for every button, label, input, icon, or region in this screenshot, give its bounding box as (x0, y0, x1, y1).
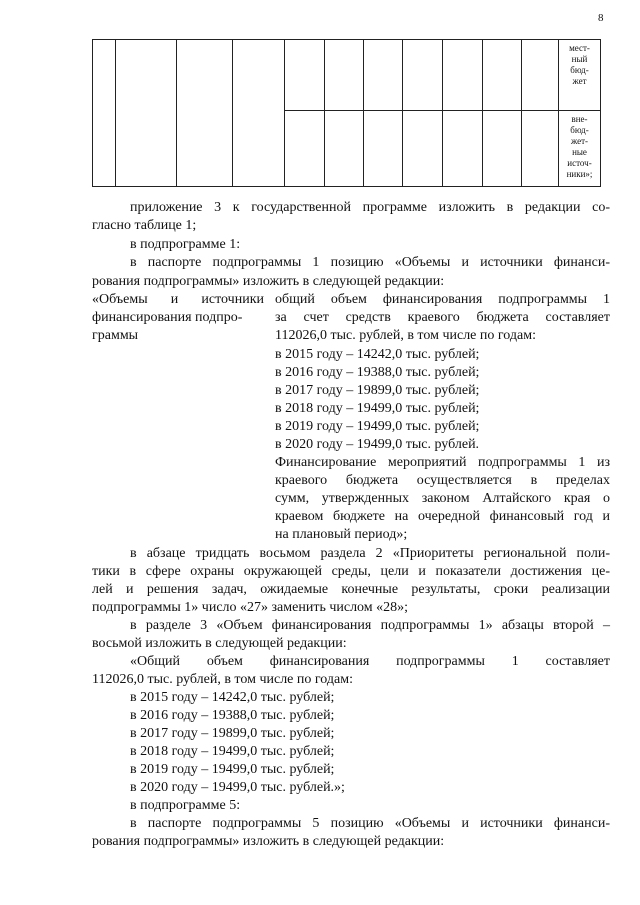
text-line: в подпрограмме 5: (130, 798, 241, 813)
text-line: «Общий объем финансирования подпрограммы 1 составляет (130, 654, 610, 669)
passport-value-line: краевого бюджета осуществляется в пределах (275, 473, 610, 488)
passport-label-line: граммы (92, 328, 139, 343)
table-cell (93, 40, 116, 187)
table-cell (364, 40, 403, 111)
text-line: в абзаце тридцать восьмом раздела 2 «Приоритеты региональной поли- (130, 546, 610, 561)
passport-year-line: в 2019 году – 19499,0 тыс. рублей; (275, 419, 480, 434)
passport-year-line: в 2015 году – 14242,0 тыс. рублей; (275, 347, 480, 362)
text-line: в подпрограмме 1: (130, 237, 241, 252)
table-cell (325, 111, 364, 187)
table-cell (403, 40, 443, 111)
table-cell (116, 40, 177, 187)
passport-value-line: Финансирование мероприятий подпрограммы 1 из (275, 455, 610, 470)
table-cell (483, 111, 522, 187)
table-cell (522, 111, 559, 187)
table-cell (364, 111, 403, 187)
passport-year-line: в 2016 году – 19388,0 тыс. рублей; (275, 365, 480, 380)
year-line: в 2015 году – 14242,0 тыс. рублей; (130, 690, 335, 705)
table-cell (233, 40, 285, 187)
table-cell (325, 40, 364, 111)
passport-value-line: за счет средств краевого бюджета составляет (275, 310, 610, 325)
page-number: 8 (598, 12, 604, 24)
passport-label-line: финансирования подпро- (92, 310, 243, 325)
table-note-extrabudget-sources: вне- бюд- жет- ные источ- ники»; (559, 111, 601, 187)
table-cell (403, 111, 443, 187)
table-cell (443, 111, 483, 187)
table-note-local-budget: мест- ный бюд- жет (559, 40, 601, 111)
passport-value-line: краевом бюджете на очередной финансовый год и (275, 509, 610, 524)
year-line: в 2016 году – 19388,0 тыс. рублей; (130, 708, 335, 723)
table-cell (483, 40, 522, 111)
text-line: гласно таблице 1; (92, 218, 197, 233)
table-cell (443, 40, 483, 111)
text-line: 112026,0 тыс. рублей, в том числе по годам: (92, 672, 353, 687)
year-line: в 2019 году – 19499,0 тыс. рублей; (130, 762, 335, 777)
passport-value-line: общий объем финансирования подпрограммы 1 (275, 292, 610, 307)
table-fragment (92, 39, 601, 187)
table-cell (177, 40, 233, 187)
text-line: восьмой изложить в следующей редакции: (92, 636, 347, 651)
table-cell (522, 40, 559, 111)
text-line: в паспорте подпрограммы 1 позицию «Объемы и источники финанси- (130, 255, 610, 270)
text-line: рования подпрограммы» изложить в следующей редакции: (92, 274, 445, 289)
table-cell (285, 40, 325, 111)
year-line: в 2020 году – 19499,0 тыс. рублей.»; (130, 780, 345, 795)
passport-value-line: на плановый период»; (275, 527, 408, 542)
text-line: тики в сфере охраны окружающей среды, цели и показатели достижения це- (92, 564, 610, 579)
text-line: лей и решения задач, ожидаемые конечные результаты, сроки реализации (92, 582, 610, 597)
table-cell (285, 111, 325, 187)
year-line: в 2017 году – 19899,0 тыс. рублей; (130, 726, 335, 741)
passport-value-line: сумм, утвержденных законом Алтайского края о (275, 491, 610, 506)
passport-year-line: в 2020 году – 19499,0 тыс. рублей. (275, 437, 480, 452)
passport-value-line: 112026,0 тыс. рублей, в том числе по годам: (275, 328, 536, 343)
passport-label-line: «Объемы и источники (92, 292, 264, 307)
passport-year-line: в 2017 году – 19899,0 тыс. рублей; (275, 383, 480, 398)
text-line: в разделе 3 «Объем финансирования подпрограммы 1» абзацы второй – (130, 618, 610, 633)
passport-year-line: в 2018 году – 19499,0 тыс. рублей; (275, 401, 480, 416)
text-line: в паспорте подпрограммы 5 позицию «Объемы и источники финанси- (130, 816, 610, 831)
text-line: приложение 3 к государственной программе изложить в редакции со- (130, 200, 610, 215)
year-line: в 2018 году – 19499,0 тыс. рублей; (130, 744, 335, 759)
text-line: рования подпрограммы» изложить в следующей редакции: (92, 834, 445, 849)
text-line: подпрограммы 1» число «27» заменить числом «28»; (92, 600, 409, 615)
